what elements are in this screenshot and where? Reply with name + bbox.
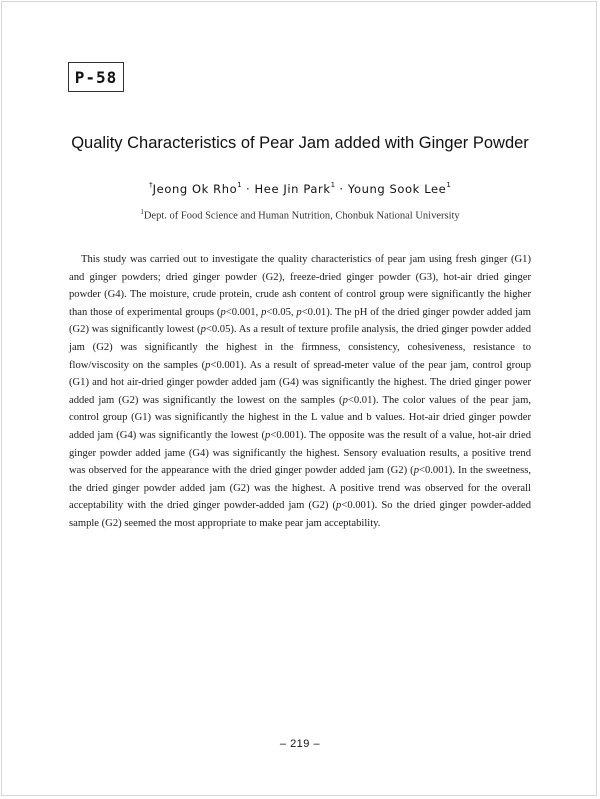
affiliation	[0, 208, 600, 222]
page-number: – 219 –	[279, 738, 321, 750]
corresponding-mark: †	[149, 181, 153, 190]
paper-title: Quality Characteristics of Pear Jam added with Ginger Powder	[71, 134, 529, 152]
abstract-body: This study was carried out to investigate the quality characteristics of pear jam using fresh ginger (G1) and ginger powders; dried ginger powder (G2), freeze-dried ginger powder (G3), hot-air dried ginger powder (G4). The moisture, crude protein, crude ash content of control group were significantly the higher than those of experimental groups (p<0.001, p<0.05, p<0.01). The pH of the dried ginger powder added jam (G2) was significantly lowest (p<0.05). As a result of texture profile analysis, the dried ginger powder added jam (G2) was significantly the highest in the firmness, consistency, cohesiveness, resistance to flow/viscosity on the samples (p<0.001). As a result of spread-meter value of the pear jam, control group (G1) and hot air-dried ginger powder added jam (G4) was significantly the highest. The dried ginger power added jam (G2) was significantly the lowest on the samples (p<0.01). The color values of the pear jam, control group (G1) was significantly the highest in the L value and b values. Hot-air dried ginger powder added jam (G4) was significantly the lowest (p<0.001). The opposite was the result of a value, hot-air dried ginger powder added jame (G4) was significantly the highest. Sensory evaluation results, a positive trend was observed for the appearance with the dried ginger powder added jam (G2) (p<0.001). In the sweetness, the dried ginger powder added jam (G2) was the highest. A positive trend was observed for the overall acceptability with the dried ginger powder-added jam (G2) (p<0.001). So the dried ginger powder-added sample (G2) seemed the most appropriate to make pear jam acceptability.	[69, 254, 531, 529]
author-name: Jeong Ok Rho	[152, 182, 238, 196]
author-affil-mark: 1	[330, 181, 336, 190]
author-affil-mark: 1	[446, 181, 451, 190]
author-line	[0, 182, 600, 196]
session-code-box	[68, 62, 124, 92]
affiliation-text: Dept. of Food Science and Human Nutrition, Chonbuk National University	[143, 210, 460, 222]
author-name: Hee Jin Park	[254, 182, 331, 196]
session-code: P-58	[74, 67, 118, 87]
author-separator: ·	[335, 182, 348, 196]
author-separator: ·	[241, 182, 255, 196]
affiliation-mark: 1	[140, 208, 144, 216]
author-name: Young Sook Lee	[347, 182, 447, 196]
author-affil-mark: 1	[237, 181, 242, 190]
